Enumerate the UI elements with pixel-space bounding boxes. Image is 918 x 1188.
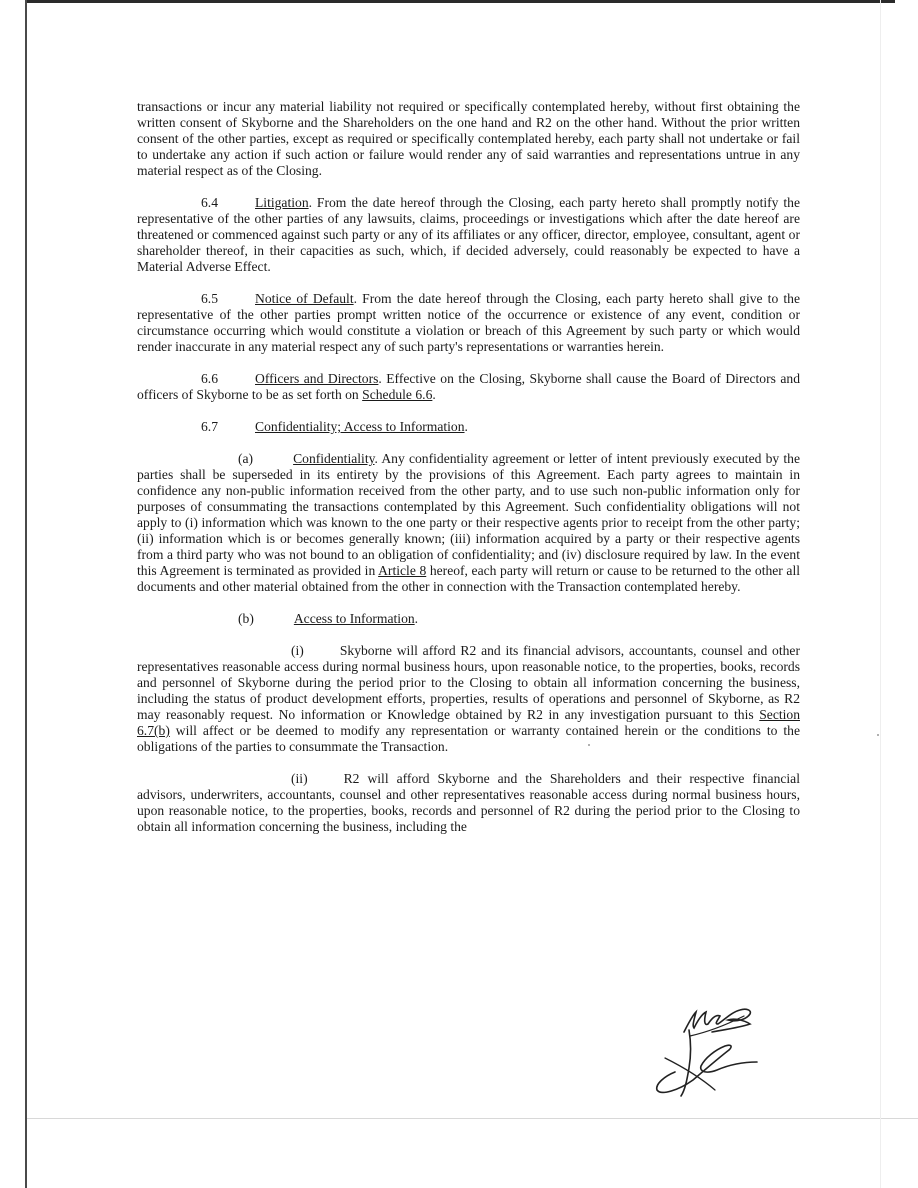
clause-body: R2 will afford Skyborne and the Shareholders and their respective financial advisors, underwriters, accountants, counsel and other representatives reasonable access during normal business hours, upon reasonable notice, to the properties, books, records and personnel of R2 during the period prior to the Closing to obtain all information concerning the business, including the [137,771,800,834]
clause-number: (ii) [291,771,308,786]
clause-number: (i) [291,643,304,658]
section-6-6: 6.6 Officers and Directors. Effective on the Closing, Skyborne shall cause the Board of Directors and officers of Skyborne to be as set forth on Schedule 6.6. [137,371,801,402]
scan-left-edge [25,0,27,1188]
section-6-7-a: (a) Confidentiality. Any confidentiality agreement or letter of intent previously executed by the parties shall be superseded in its entirety by the provisions of this Agreement. Each party agrees to maintain in confidence any non-public information received from the other party, and to use such non-public information only for purposes of consummating the transactions contemplated by this Agreement. Such confidentiality obligations will not apply to (i) information which was known to the one party or their respective agents prior to receipt from the other party; (ii) information which is or becomes generally known; (iii) information acquired by a party or their respective agents from a third party who was not bound to an obligation of confidentiality; and (iv) disclosure required by law. In the event this Agreement is terminated as provided in Article 8 hereof, each party will return or cause to be returned to the other all documents and other material obtained from the other in connection with the Transaction contemplated hereby. [137,451,801,594]
document-body [137,99,800,851]
scan-speck [588,744,590,746]
section-6-7-b-ii [137,771,800,835]
section-6-4 [137,195,800,275]
scan-fold-line [27,1118,918,1119]
section-body: . From the date hereof through the Closing, each party hereto shall give to the representative of the other parties prompt written notice of the occurrence or existence of any event, condition or circumstance occurring which would constitute a violation or breach of this Agreement by such party or which would render inaccurate in any material respect any of such party's representations or warranties herein. [137,291,801,354]
section-title: Confidentiality; Access to Information [255,419,465,434]
clause-body: Skyborne will afford R2 and its financial advisors, accountants, counsel and other representatives reasonable access during normal business hours, upon reasonable notice, to the properties, books, records and personnel of Skyborne during the period prior to the Closing to obtain all information concerning the business, including the status of product development efforts, properties, results of operations and personnel of Skyborne, as R2 may reasonably request. No information or Knowledge obtained by R2 in any investigation pursuant to this [137,643,800,722]
scan-right-shadow [880,0,881,1188]
section-title: Notice of Default [255,291,354,306]
section-6-7-b-i: (i) Skyborne will afford R2 and its financial advisors, accountants, counsel and other representatives reasonable access during normal business hours, upon reasonable notice, to the properties, books, records and personnel of Skyborne during the period prior to the Closing to obtain all information concerning the business, including the status of product development efforts, properties, results of operations and personnel of Skyborne, as R2 may reasonably request. No information or Knowledge obtained by R2 in any investigation pursuant to this Section 6.7(b) will affect or be deemed to modify any representation or warranty contained herein or the conditions to the obligations of the parties to consummate the Transaction. [137,643,800,754]
schedule-reference: Schedule 6.6 [362,387,433,402]
section-number: 6.7 [201,419,218,434]
subsection-number: (b) [238,611,254,626]
scan-speck [877,734,879,736]
section-reference: Section 6.7(b) [137,707,800,738]
section-body: . Effective on the Closing, Skyborne shall cause the Board of Directors and officers of Skyborne to be as set forth on [137,371,801,402]
section-body: . From the date hereof through the Closing, each party hereto shall promptly notify the representative of the other parties of any lawsuits, claims, proceedings or investigations which after the date hereof are threatened or commenced against such party or any of its affiliates or any officer, director, employee, consultant, agent or shareholder thereof, in their capacities as such, which, if decided adversely, could reasonably be expected to have a Material Adverse Effect. [137,195,800,274]
section-title: Officers and Directors [255,371,379,386]
intro-paragraph: transactions or incur any material liability not required or specifically contemplated hereby, without first obtaining the written consent of Skyborne and the Shareholders on the one hand and R2 on the other hand. Without the prior written consent of the other parties, except as required or specifically contemplated hereby, each party shall not undertake or fail to undertake any action if such action or failure would render any of said warranties and representations untrue in any material respect as of the Closing. [137,99,800,178]
section-number: 6.4 [201,195,218,210]
section-6-7-b: (b) Access to Information. [238,611,419,626]
section-6-5 [137,291,800,355]
section-number: 6.5 [201,291,218,306]
subsection-title: Access to Information [293,611,415,626]
section-title: Litigation [255,195,309,210]
initials-signature-2 [645,1028,765,1098]
subsection-body: . Any confidentiality agreement or letter of intent previously executed by the parties shall be superseded in its entirety by the provisions of this Agreement. Each party agrees to maintain in confidence any non-public information received from the other party, and to use such non-public information only for purposes of consummating the transactions contemplated by this Agreement. Such confidentiality obligations will not apply to (i) information which was known to the one party or their respective agents prior to receipt from the other party; (ii) information which is or becomes generally known; (iii) information acquired by a party or their respective agents from a third party who was not bound to an obligation of confidentiality; and (iv) disclosure required by law. In the event this Agreement is terminated as provided in [137,451,800,578]
section-number: 6.6 [201,371,218,386]
scan-top-edge [25,0,895,3]
article-reference: Article 8 [378,563,427,578]
subsection-title: Confidentiality [293,451,375,466]
section-6-7: 6.7 Confidentiality; Access to Information. [201,419,468,434]
subsection-number: (a) [238,451,254,466]
